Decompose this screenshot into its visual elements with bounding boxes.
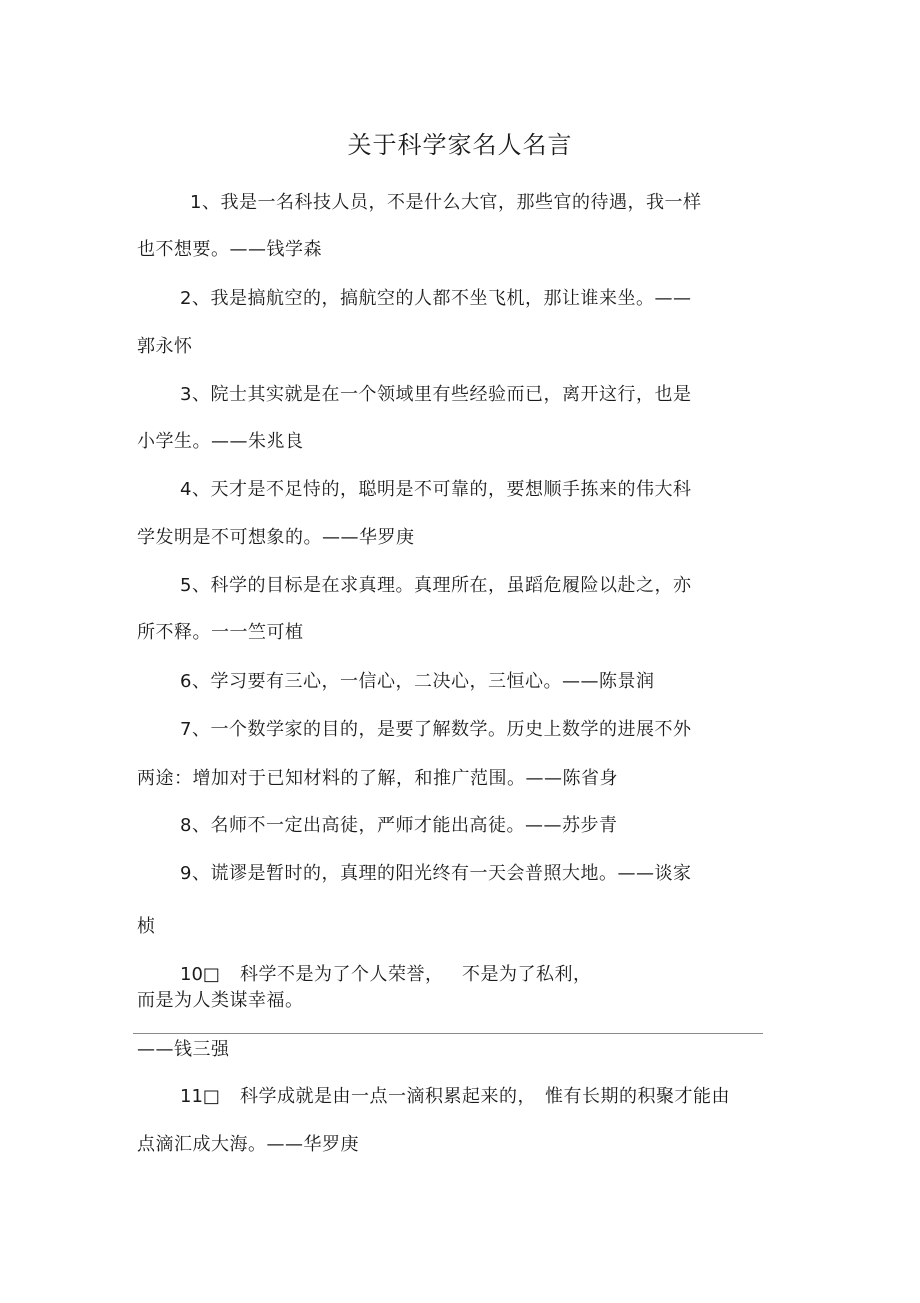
quote-7-line-2: 两途：增加对于已知材料的了解，和推广范围。——陈省身 [137,768,618,789]
quote-5-line-1: 5、科学的目标是在求真理。真理所在，虽蹈危履险以赴之，亦 [180,575,692,596]
quote-5-line-2: 所不释。一一竺可植 [137,622,304,643]
quote-10-line-2: 而是为人类谋幸福。 [137,990,304,1011]
quote-2-line-2: 郭永怀 [137,336,193,357]
quote-11-segment-2: 惟有长期的积聚才能由 [545,1086,730,1107]
quote-4-line-2: 学发明是不可想象的。——华罗庚 [137,527,415,548]
quote-11-line-2: 点滴汇成大海。——华罗庚 [137,1134,359,1155]
horizontal-rule [133,1033,763,1034]
quote-3-line-2: 小学生。——朱兆良 [137,431,304,452]
quote-4-line-1: 4、天才是不足恃的，聪明是不可靠的，要想顺手拣来的伟大科 [180,479,692,500]
quote-2-line-1: 2、我是搞航空的，搞航空的人都不坐飞机，那让谁来坐。—— [180,288,692,309]
quote-6-line-1: 6、学习要有三心，一信心，二决心，三恒心。——陈景润 [180,671,655,692]
quote-7-line-1: 7、一个数学家的目的，是要了解数学。历史上数学的进展不外 [180,719,692,740]
quote-10-segment-2: 不是为了私利， [462,964,592,985]
quote-10-segment-1: 科学不是为了个人荣誉， [240,964,444,985]
quote-10-number: 10□ [180,964,220,985]
quote-11-number: 11□ [180,1086,220,1107]
quote-11-segment-1: 科学成就是由一点一滴积累起来的， [240,1086,536,1107]
quote-1-line-1: 1、我是一名科技人员，不是什么大官，那些官的待遇，我一样 [190,192,702,213]
page-title: 关于科学家名人名言 [347,131,573,159]
quote-1-line-2: 也不想要。——钱学森 [137,239,322,260]
quote-8-line-1: 8、名师不一定出高徒，严师才能出高徒。——苏步青 [180,815,618,836]
quote-10-attribution: ——钱三强 [137,1039,230,1060]
quote-9-line-1: 9、谎谬是暂时的，真理的阳光终有一天会普照大地。——谈家 [180,863,692,884]
quote-3-line-1: 3、院士其实就是在一个领域里有些经验而已，离开这行，也是 [180,384,692,405]
quote-9-line-2: 桢 [137,916,156,937]
